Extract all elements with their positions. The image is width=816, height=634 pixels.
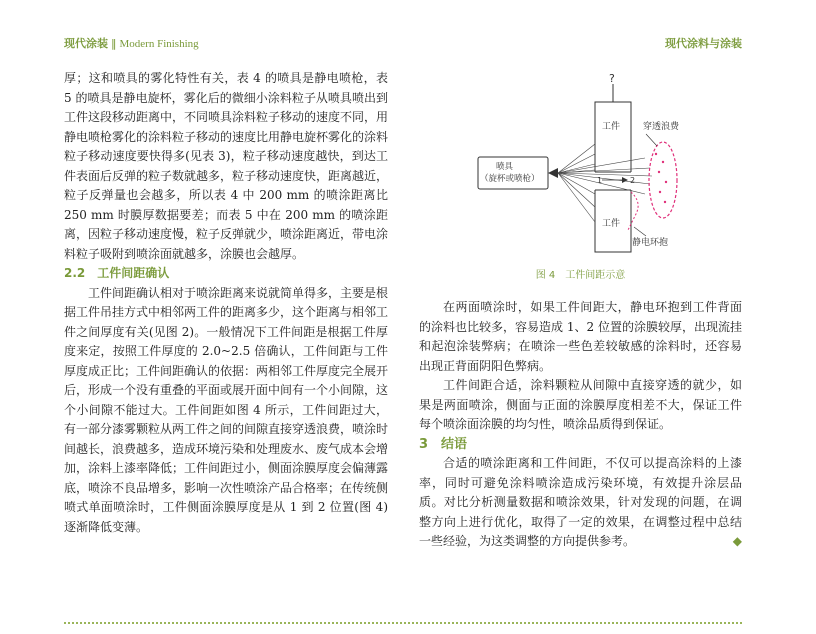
position-1-label: 1 (597, 176, 603, 185)
left-paragraph-1: 厚；这和喷具的雾化特性有关，表 4 的喷具是静电喷枪，表 5 的喷具是静电旋杯，雾化后的微细小涂料粒子从喷具喷出到工件这段移动距离中，不同喷具涂料粒子移动的速度不同，用静电喷枪雾化的涂料粒子移动的速度比用静电旋杯雾化的涂料粒子移动速度要快得多(见表 3)，粒子移动速度越快，到达工件表面后反弹的粒子数就越多，粒子移动速度快，距离越近，粒子反弹量也会越多，所以表 4 中 200 mm 的喷涂距离比 250 mm 时膜厚数据要差；而表 5 中在 200 mm 的喷涂距离，因粒子移动速度慢，粒子反弹就少，喷涂距离近，带电涂料粒子吸附到喷涂面就越多，涂膜也会越厚。 (64, 71, 389, 261)
workpiece-bottom-label: 工件 (602, 219, 621, 229)
sprayer-nozzle (548, 168, 558, 178)
journal-name-cn: 现代涂装 (64, 37, 108, 50)
right-paragraph-2: 工件间距合适，涂料颗粒从间隙中直接穿透的就少，如果是两面喷涂，侧面与正面的涂膜厚度相差不大，保证工件每个喷涂面涂膜的均匀性，喷涂品质得到保证。 (419, 378, 742, 431)
left-paragraph-2: 工件间距确认相对于喷涂距离来说就简单得多，主要是根据工件吊挂方式中相邻两工件的距离多少，这个距离与相邻工件之间厚度有关(见图 2)。一般情况下工件间距是根据工件厚度来定，按照工件厚度的 2.0~2.5 倍确认，工件间距与工件厚度成正比；工件间距确认的依据：两相邻工件厚度完全展开后，形成一个没有重叠的平面或展开面中间有一个小间隙，这个小间隙不能过大。工件间距如图 4 所示，工件间距过大，有一部分漆雾颗粒从两工件之间的间隙直接穿透浪费，喷涂时间越长，浪费越多，造成环境污染和处理废水、废气成本会增加，涂料上漆率降低；工件间距过小，侧面涂膜厚度会偏薄露底，喷涂不良品增多，影响一次性喷涂产品合格率；在传统侧喷式单面喷涂时，工件侧面涂膜厚度是从 1 到 2 位置(图 4)逐渐降低变薄。 (64, 285, 389, 534)
right-paragraph-3 (419, 454, 742, 552)
figure-4 (460, 62, 715, 262)
position-2-label: 2 (630, 176, 636, 185)
sprayer-label-2: （旋杯或喷枪） (480, 174, 540, 184)
left-column (64, 69, 388, 537)
running-header-left (64, 35, 199, 51)
question-mark-label: ? (609, 72, 615, 85)
waste-particles (655, 153, 667, 203)
penetration-ellipse (649, 142, 677, 218)
right-paragraph-1: 在两面喷涂时，如果工件间距大，静电环抱到工件背面的涂料也比较多，容易造成 1、2 位置的涂膜较厚，出现流挂和起泡涂装弊病；在喷涂一些色差较敏感的涂料时，还容易出现正背面阴阳色弊病。 (419, 300, 742, 373)
sprayer-label-1: 喷具 (496, 162, 514, 172)
figure-4-diagram (460, 62, 715, 262)
wrap-label: 静电环抱 (632, 238, 669, 248)
section-heading-3: 3 结语 (419, 436, 468, 452)
penetration-label: 穿透浪费 (643, 122, 680, 132)
footer-dotted-rule (64, 622, 742, 624)
figure-4-caption: 图 4 工件间距示意 (535, 270, 626, 281)
header-separator: ‖ (111, 37, 117, 50)
workpiece-top-label: 工件 (602, 122, 621, 132)
running-header-right: 现代涂料与涂装 (665, 37, 742, 50)
end-mark-diamond: ◆ (732, 534, 742, 548)
section-heading-2-2: 2.2 工件间距确认 (64, 266, 170, 280)
right-paragraph-3-text: 合适的喷涂距离和工件间距，不仅可以提高涂料的上漆率，同时可避免涂料喷涂造成污染环境，有效提升涂层品质。对比分析测量数据和喷涂效果，针对发现的问题，在调整方向上进行优化，取得了一定的效果，在调整过程中总结一些经验，为这类调整的方向提供参考。 (419, 456, 742, 548)
journal-name-en: Modern Finishing (119, 38, 199, 50)
right-column (419, 298, 742, 552)
